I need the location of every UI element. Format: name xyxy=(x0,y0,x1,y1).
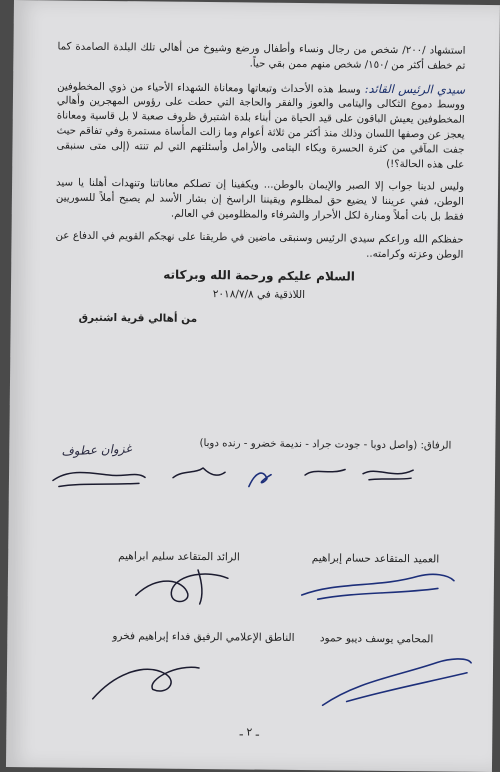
handwritten-name: غزوان عطوف xyxy=(61,441,132,459)
signer-line: من أهالي قرية اشتبرق xyxy=(78,311,198,325)
spokesman-title: الناطق الإعلامي الرفيق فداء إبراهيم فخرو xyxy=(112,630,295,644)
paragraph-address xyxy=(56,78,465,173)
handwritten-salutation: سيدي الرئيس القائد: xyxy=(364,81,466,97)
paragraph-suffering: وسط هذه الأحداث وتبعاتها ومعاناة الشهداء الأحياء من ذوي المخطوفين ووسط دموع الثكالى واليتامى والعوز والفقر والحاجة التي حطت على رؤوس المهجرين وأهالي المخطوفين يعيش الباقون على قيد الحياة من أبناء بلدة اشتبرق ظروف صعبة لا بل قاسية ومعاناة يعجز عن وصفها اللسان وذلك منذ أكثر من ثلاثة أعوام وما زالت المأساة مستمرة وفي تفاقم حيث جفت المآقي من كثرة الحسرة وبكاء اليتامى والأرامل وأسئلتهم التي لم تنته (إلى متى سنبقى على هذه الحالة؟!) xyxy=(56,81,465,171)
brigadier-title: العميد المتقاعد حسام إبراهيم xyxy=(311,552,440,566)
date-line: اللاذقية في ٢٠١٨/٧/٨ xyxy=(212,288,306,302)
paragraph-casualties: استشهاد /٢٠٠/ شخص من رجال ونساء وأطفال ورضع وشيوخ من أهالي تلك البلدة الصامدة كما تم خطف أكثر من /١٥٠/ شخص منهم ممن بقي حياً. xyxy=(57,41,466,72)
page-number: ـ ٢ ـ xyxy=(239,725,260,739)
document-page xyxy=(6,0,500,772)
closing-greeting: السلام عليكم ورحمة الله وبركاته xyxy=(163,267,356,284)
comrades-list: الرفاق: (واصل دوبا - جودت جراد - نديمة خضرو - رنده دوبا) xyxy=(199,437,452,452)
signature-4-icon xyxy=(301,461,351,484)
lawyer-title: المحامي يوسف ديبو حمود xyxy=(319,632,434,646)
signature-lawyer-icon xyxy=(317,651,478,713)
major-title: الرائد المتقاعد سليم ابراهيم xyxy=(118,550,240,564)
signature-major-icon xyxy=(128,559,239,610)
signature-spokesman-icon xyxy=(87,649,208,710)
signature-2-icon xyxy=(169,460,229,491)
paragraph-patience: وليس لدينا جواب إلا الصبر والإيمان بالوطن... ويكفينا إن تصلكم معاناتنا وتنهدات أهلنا يا سيد الوطن، ففي عريننا لا يضيع حق لمظلوم ويقيننا الراسخ إن بشار الأسد لم يصبح أملاً للسوريين فقط بل بات أملاً ومنارة لكل الأحرار والشرفاء والمظلومين في العالم. xyxy=(55,177,465,223)
paragraph-blessing: حفظكم الله وراعكم سيدي الرئيس وسنبقى ماضين في طريقنا على نهجكم القويم في الدفاع عن الوطن وعزته وكرامته.. xyxy=(55,230,464,261)
letter-body xyxy=(54,40,465,343)
signature-1-icon xyxy=(49,462,149,497)
signature-brigadier-icon xyxy=(298,565,458,607)
signature-3-icon xyxy=(241,462,281,492)
signature-5-icon xyxy=(359,462,419,487)
